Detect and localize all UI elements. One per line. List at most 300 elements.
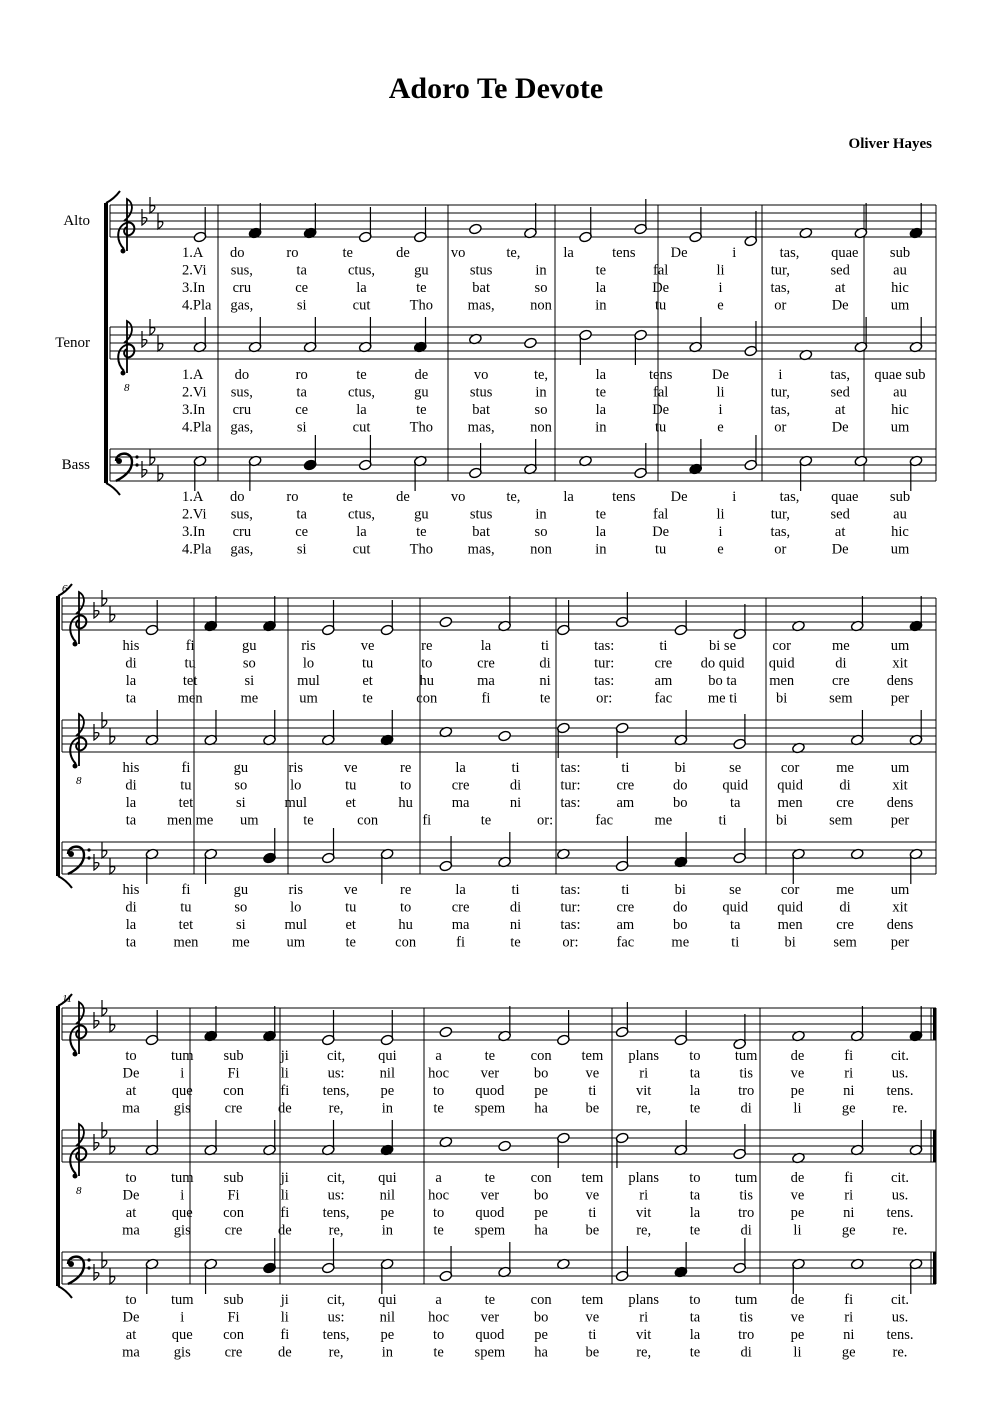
lyric-syllable: be — [585, 1222, 600, 1239]
lyric-syllable: gu — [414, 506, 429, 523]
lyric-syllable: fac — [595, 812, 614, 829]
lyric-syllable: bo — [673, 917, 688, 933]
lyric-syllable: so — [534, 280, 548, 296]
lyric-syllable: do quid — [700, 655, 745, 672]
lyric-syllable: ti — [621, 760, 630, 776]
lyric-syllable: quae — [831, 245, 859, 261]
lyric-syllable: ctus, — [348, 384, 375, 401]
lyric-syllable: di — [740, 1222, 752, 1239]
lyric-syllable: pe — [790, 1205, 805, 1221]
lyric-syllable: bat — [472, 524, 491, 540]
lyric-syllable: us: — [327, 1309, 345, 1326]
lyric-syllable: us. — [891, 1309, 909, 1326]
lyric-syllable: ge — [841, 1100, 856, 1117]
flat-icon — [142, 209, 147, 225]
lyric-syllable: con — [530, 1048, 552, 1064]
lyric-syllable: i — [180, 1065, 185, 1082]
lyric-syllable: per — [890, 934, 910, 951]
lyric-syllable: at — [125, 1205, 137, 1221]
lyric-syllable: um — [890, 638, 910, 654]
note-head — [468, 223, 482, 235]
lyric-syllable: in — [595, 541, 607, 558]
flat-icon — [142, 461, 147, 477]
lyric-syllable: ta — [689, 1309, 701, 1326]
lyric-syllable: do — [229, 489, 245, 505]
lyric-syllable: to — [400, 777, 412, 794]
lyric-syllable: bo — [533, 1065, 549, 1082]
lyric-syllable: sed — [830, 506, 850, 523]
lyric-syllable: ta — [296, 384, 307, 401]
lyric-syllable: xit — [892, 655, 908, 672]
system-2 — [56, 583, 936, 951]
lyric-syllable: me — [240, 690, 259, 707]
lyric-syllable: his — [122, 638, 140, 654]
lyric-syllable: spem — [474, 1100, 506, 1117]
lyric-syllable: De — [670, 245, 688, 261]
lyric-syllable: de — [790, 1292, 805, 1308]
lyric-syllable: 4.Pla — [182, 541, 212, 558]
flat-icon — [94, 1264, 99, 1280]
lyric-syllable: in — [381, 1344, 393, 1361]
lyric-syllable: te — [689, 1344, 701, 1361]
lyric-syllable: to — [125, 1048, 137, 1064]
system-bracket — [56, 1006, 60, 1286]
lyric-syllable: si — [296, 419, 307, 436]
lyric-syllable: Tho — [409, 297, 434, 314]
lyric-syllable: ve — [790, 1309, 805, 1326]
note-head — [498, 1140, 512, 1152]
lyric-syllable: tem — [581, 1292, 604, 1308]
lyric-syllable: to — [689, 1048, 701, 1064]
lyric-syllable: re. — [892, 1222, 908, 1239]
lyric-syllable: ni — [843, 1083, 855, 1099]
lyric-syllable: or: — [537, 812, 554, 829]
lyric-syllable: cru — [232, 280, 252, 296]
treble-clef-icon — [70, 592, 86, 647]
lyric-syllable: De — [122, 1187, 140, 1204]
lyric-syllable: mul — [284, 917, 308, 933]
composer-name: Oliver Hayes — [848, 136, 932, 152]
lyric-syllable: ver — [480, 1065, 500, 1082]
lyric-syllable: me ti — [707, 690, 738, 707]
lyric-syllable: tis — [739, 1065, 754, 1082]
lyric-syllable: quod — [475, 1205, 505, 1221]
lyric-syllable: tens, — [322, 1327, 350, 1343]
bracket-bottom-hook — [58, 876, 72, 888]
lyric-syllable: 2.Vi — [182, 384, 207, 401]
lyric-syllable: tum — [734, 1292, 758, 1308]
lyric-syllable: di — [835, 655, 847, 672]
lyric-syllable: li — [793, 1100, 802, 1117]
lyric-syllable: e — [717, 297, 724, 314]
lyric-syllable: pe — [380, 1083, 395, 1099]
lyric-syllable: De — [831, 419, 849, 436]
lyric-syllable: fi — [456, 934, 466, 951]
flat-icon — [142, 331, 147, 347]
lyric-syllable: re. — [892, 1100, 908, 1117]
lyric-syllable: do — [234, 367, 250, 383]
lyric-syllable: di — [509, 777, 522, 794]
lyric-syllable: i — [718, 524, 723, 540]
lyric-syllable: hoc — [428, 1309, 450, 1326]
system-1 — [55, 191, 936, 558]
lyric-syllable: i — [718, 402, 723, 418]
lyric-syllable: cre — [224, 1100, 243, 1117]
lyric-syllable: me — [671, 934, 690, 951]
lyric-syllable: quid — [722, 899, 749, 916]
lyric-syllable: to — [689, 1170, 701, 1186]
lyric-syllable: De — [712, 367, 729, 383]
lyric-syllable: pe — [380, 1327, 395, 1343]
lyric-syllable: us: — [327, 1187, 345, 1204]
lyric-syllable: ctus, — [348, 262, 375, 279]
system-3 — [56, 993, 936, 1361]
lyric-syllable: la — [595, 280, 607, 296]
lyric-syllable: li — [793, 1222, 802, 1239]
lyric-syllable: ta — [689, 1187, 701, 1204]
lyric-syllable: fi — [844, 1292, 854, 1308]
lyric-syllable: cit, — [327, 1292, 346, 1308]
lyric-syllable: te — [510, 934, 521, 951]
lyric-syllable: que — [171, 1083, 193, 1099]
lyric-syllable: tu — [361, 655, 374, 672]
lyric-syllable: ni — [843, 1205, 855, 1221]
lyric-syllable: gas, — [230, 419, 254, 436]
lyric-syllable: di — [539, 655, 551, 672]
bass-clef-icon — [68, 1257, 91, 1284]
lyric-syllable: ma — [122, 1100, 140, 1117]
lyric-syllable: quae sub — [874, 367, 926, 383]
lyric-syllable: ti — [511, 760, 520, 776]
lyric-syllable: tas, — [770, 524, 791, 540]
lyric-syllable: te — [416, 524, 427, 540]
lyric-syllable: non — [530, 541, 552, 558]
octave-marker: 8 — [124, 382, 130, 394]
lyric-syllable: li — [280, 1309, 289, 1326]
lyric-syllable: or — [774, 541, 787, 558]
lyric-syllable: de — [277, 1222, 292, 1239]
lyric-syllable: re, — [328, 1222, 344, 1239]
lyric-syllable: di — [740, 1100, 752, 1117]
lyric-syllable: fi — [280, 1327, 290, 1343]
lyric-syllable: tas: — [594, 673, 615, 689]
lyric-syllable: 4.Pla — [182, 297, 212, 314]
lyric-syllable: tis — [739, 1187, 754, 1204]
lyric-syllable: tum — [170, 1170, 194, 1186]
lyric-syllable: tu — [655, 419, 667, 436]
lyric-syllable: tas, — [770, 280, 791, 296]
lyric-syllable: us. — [891, 1187, 909, 1204]
lyric-syllable: De — [122, 1065, 140, 1082]
lyric-syllable: bi — [784, 934, 796, 951]
lyric-syllable: tet — [178, 795, 194, 811]
voice-label-tenor: Tenor — [55, 335, 90, 351]
lyric-syllable: te, — [506, 489, 521, 505]
lyric-syllable: et — [345, 795, 356, 811]
lyric-syllable: de — [790, 1170, 805, 1186]
lyric-syllable: quae — [831, 489, 859, 505]
lyric-syllable: sed — [830, 384, 850, 401]
lyric-syllable: spem — [474, 1344, 506, 1361]
lyric-syllable: ti — [541, 638, 550, 654]
lyric-syllable: te — [595, 384, 607, 401]
lyric-syllable: ce — [295, 524, 309, 540]
lyric-syllable: cre — [451, 899, 470, 916]
lyric-syllable: tens — [612, 245, 636, 261]
lyric-syllable: ni — [843, 1327, 855, 1343]
lyric-syllable: tas: — [560, 882, 581, 898]
lyric-syllable: cut — [352, 541, 371, 558]
lyric-syllable: xit — [892, 777, 908, 794]
lyric-syllable: fi — [181, 760, 191, 776]
lyric-syllable: di — [125, 777, 137, 794]
lyric-syllable: cit. — [890, 1292, 910, 1308]
lyric-syllable: De — [670, 489, 688, 505]
lyric-syllable: hic — [891, 524, 909, 540]
lyric-syllable: fi — [481, 690, 491, 707]
lyric-syllable: ma — [122, 1344, 140, 1361]
lyric-syllable: bi — [776, 690, 788, 707]
lyric-syllable: la — [125, 917, 137, 933]
lyric-syllable: tro — [738, 1205, 755, 1221]
lyric-syllable: 4.Pla — [182, 419, 212, 436]
lyric-syllable: bi se — [709, 638, 737, 654]
treble-clef-icon — [118, 199, 134, 254]
lyric-syllable: sub — [889, 489, 911, 505]
lyric-syllable: ver — [480, 1309, 500, 1326]
lyric-syllable: lo — [290, 777, 302, 794]
lyric-syllable: tu — [345, 899, 357, 916]
lyric-syllable: ta — [689, 1065, 701, 1082]
lyric-syllable: xit — [892, 899, 908, 916]
lyric-syllable: ji — [280, 1048, 289, 1064]
lyric-syllable: te — [342, 489, 353, 505]
lyric-syllable: tens — [648, 367, 673, 383]
lyric-syllable: fi — [280, 1205, 290, 1221]
lyric-syllable: ve — [585, 1065, 600, 1082]
lyric-syllable: ta — [125, 934, 137, 951]
octave-marker: 8 — [76, 775, 82, 787]
lyric-syllable: ta — [729, 917, 741, 933]
lyric-syllable: gas, — [230, 297, 254, 314]
lyric-syllable: cre — [477, 655, 495, 672]
lyric-syllable: tu — [655, 297, 667, 314]
final-barline — [933, 1252, 936, 1284]
lyric-syllable: tas, — [779, 245, 800, 261]
lyric-syllable: stus — [469, 384, 493, 401]
lyric-syllable: qui — [378, 1048, 397, 1064]
lyric-syllable: be — [585, 1100, 600, 1117]
lyric-syllable: tu — [345, 777, 357, 794]
lyric-syllable: Fi — [227, 1065, 240, 1082]
lyric-syllable: la — [689, 1327, 701, 1343]
lyric-syllable: de — [396, 489, 410, 505]
lyric-syllable: to — [432, 1327, 445, 1343]
measure-number: 6 — [62, 583, 68, 595]
lyric-syllable: bo — [533, 1309, 549, 1326]
lyric-syllable: ma — [451, 795, 470, 811]
lyric-syllable: tu — [184, 655, 196, 672]
lyric-syllable: ma — [477, 673, 495, 689]
lyric-syllable: quid — [768, 655, 795, 672]
lyric-syllable: cre — [654, 655, 673, 672]
lyric-syllable: Tho — [409, 541, 434, 558]
lyric-syllable: si — [296, 297, 307, 314]
lyric-syllable: nil — [379, 1065, 395, 1082]
lyric-syllable: plans — [628, 1048, 659, 1064]
lyric-syllable: ris — [288, 882, 304, 898]
lyric-syllable: men — [173, 934, 199, 951]
lyric-syllable: ro — [295, 367, 308, 383]
lyric-syllable: tur, — [770, 262, 790, 279]
lyric-syllable: us: — [327, 1065, 345, 1082]
lyric-syllable: pe — [534, 1205, 548, 1221]
lyric-syllable: cre — [451, 777, 470, 794]
lyric-syllable: be — [585, 1344, 600, 1361]
lyric-syllable: ji — [280, 1170, 289, 1186]
lyric-syllable: tur, — [770, 506, 790, 523]
lyric-syllable: cre — [836, 917, 854, 933]
bracket-bottom-hook — [58, 1286, 72, 1298]
lyric-syllable: sus, — [230, 262, 253, 279]
note-head — [439, 616, 453, 628]
lyric-syllable: con — [530, 1292, 552, 1308]
lyric-syllable: sub — [223, 1048, 244, 1064]
lyric-syllable: ris — [288, 760, 304, 776]
lyric-syllable: to — [689, 1292, 701, 1308]
lyric-syllable: per — [890, 690, 910, 707]
lyric-syllable: nil — [379, 1187, 395, 1204]
lyric-syllable: 3.In — [182, 524, 205, 540]
note-head — [498, 730, 512, 742]
lyric-syllable: la — [689, 1083, 701, 1099]
lyric-syllable: lo — [290, 899, 302, 916]
lyric-syllable: ta — [729, 795, 741, 811]
lyric-syllable: mas, — [467, 297, 495, 314]
lyric-syllable: ma — [451, 917, 470, 933]
lyric-syllable: do — [229, 245, 245, 261]
lyric-syllable: men — [777, 795, 803, 811]
lyric-syllable: si — [296, 541, 307, 558]
lyric-syllable: re, — [328, 1344, 344, 1361]
lyric-syllable: spem — [474, 1222, 506, 1239]
staff-alto — [62, 590, 936, 720]
lyric-syllable: bo ta — [708, 673, 737, 689]
lyric-syllable: ti — [511, 882, 520, 898]
lyric-syllable: pe — [380, 1205, 395, 1221]
lyric-syllable: te — [539, 690, 551, 707]
lyric-syllable: con — [416, 690, 438, 707]
lyric-syllable: um — [286, 934, 306, 951]
lyric-syllable: te — [484, 1170, 496, 1186]
staff-tenor — [62, 710, 936, 842]
lyric-syllable: his — [122, 882, 140, 898]
lyric-syllable: am — [654, 673, 673, 689]
lyric-syllable: ve — [585, 1187, 600, 1204]
lyric-syllable: ro — [286, 489, 299, 505]
lyric-syllable: tas: — [560, 760, 581, 776]
lyric-syllable: ti — [588, 1083, 597, 1099]
lyric-syllable: re, — [636, 1222, 652, 1239]
lyric-syllable: to — [421, 655, 433, 672]
lyric-syllable: te — [480, 812, 492, 829]
lyric-syllable: ti — [621, 882, 630, 898]
final-barline — [933, 1130, 936, 1162]
lyric-syllable: con — [357, 812, 379, 829]
lyric-syllable: gu — [242, 638, 257, 654]
lyric-syllable: fi — [280, 1083, 290, 1099]
lyric-syllable: vit — [636, 1083, 652, 1099]
lyric-syllable: cit. — [890, 1048, 910, 1064]
lyric-syllable: ge — [841, 1344, 856, 1361]
lyric-syllable: um — [890, 882, 910, 898]
lyric-syllable: dens — [886, 795, 914, 811]
lyric-syllable: te — [356, 367, 367, 383]
lyric-syllable: 1.A — [182, 489, 204, 505]
lyric-syllable: gis — [173, 1100, 191, 1117]
lyric-syllable: fi — [844, 1048, 854, 1064]
lyric-syllable: um — [890, 541, 910, 558]
lyric-syllable: te — [595, 506, 607, 523]
lyric-syllable: tas: — [560, 795, 581, 811]
lyric-syllable: De — [122, 1309, 140, 1326]
lyric-syllable: me — [831, 638, 850, 654]
lyric-syllable: cre — [831, 673, 850, 689]
lyric-syllable: ma — [122, 1222, 140, 1239]
lyric-syllable: si — [236, 795, 246, 811]
lyric-syllable: ti — [718, 812, 727, 829]
lyric-syllable: sus, — [230, 384, 253, 401]
lyric-syllable: ha — [534, 1100, 548, 1117]
lyric-syllable: gu — [414, 384, 429, 401]
staff-bass — [62, 1238, 936, 1361]
lyric-syllable: hu — [419, 673, 435, 689]
lyric-syllable: ji — [280, 1292, 289, 1308]
lyric-syllable: li — [716, 262, 725, 279]
lyric-syllable: at — [834, 524, 846, 540]
lyric-syllable: tur: — [594, 655, 615, 672]
lyric-syllable: la — [480, 638, 492, 654]
lyric-syllable: te — [689, 1100, 701, 1117]
staff-bass — [62, 828, 936, 951]
lyric-syllable: tens. — [886, 1327, 914, 1343]
lyric-syllable: bo — [673, 795, 688, 811]
lyric-syllable: te — [433, 1222, 444, 1239]
octave-marker: 8 — [76, 1185, 82, 1197]
lyric-syllable: quod — [475, 1083, 505, 1099]
lyric-syllable: i — [718, 280, 723, 296]
lyric-syllable: hoc — [428, 1187, 450, 1204]
lyric-syllable: i — [732, 489, 737, 505]
lyric-syllable: tas: — [560, 917, 581, 933]
staff-tenor — [55, 317, 936, 449]
lyric-syllable: so — [242, 655, 256, 672]
lyric-syllable: um — [299, 690, 318, 707]
lyric-syllable: tas, — [779, 489, 800, 505]
lyric-syllable: la — [125, 795, 137, 811]
lyric-syllable: De — [652, 402, 670, 418]
lyric-syllable: hic — [891, 402, 909, 418]
lyric-syllable: cor — [780, 882, 800, 898]
lyric-syllable: Fi — [227, 1309, 240, 1326]
lyric-syllable: la — [595, 524, 607, 540]
treble-clef-icon — [70, 1124, 86, 1179]
lyric-syllable: di — [125, 899, 137, 916]
lyric-syllable: De — [652, 280, 670, 296]
lyric-syllable: ri — [844, 1309, 854, 1326]
lyric-syllable: me — [231, 934, 250, 951]
lyric-syllable: in — [535, 262, 547, 279]
